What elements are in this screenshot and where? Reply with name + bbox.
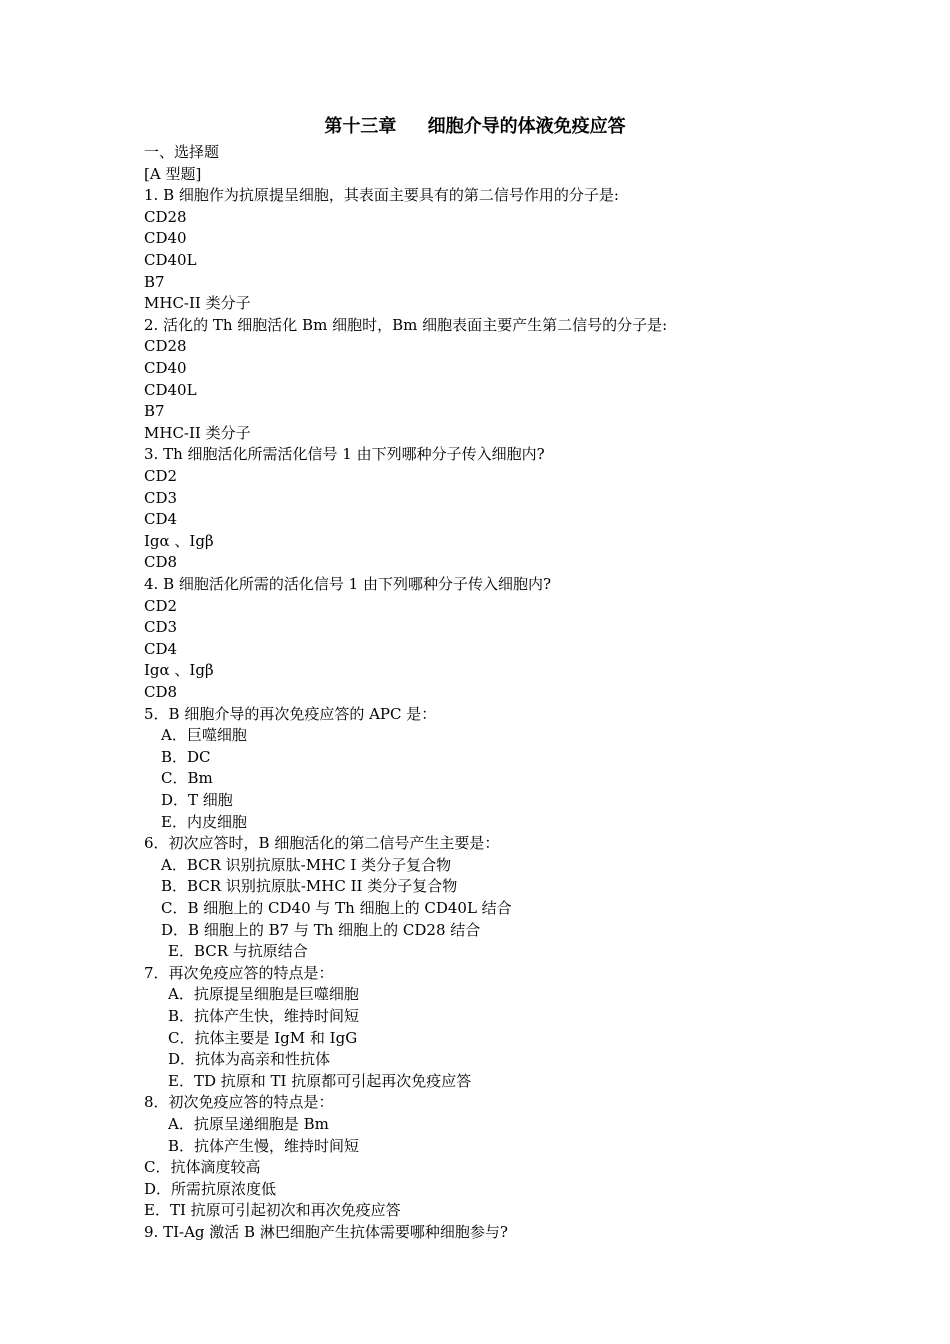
text-line: 1. B 细胞作为抗原提呈细胞，其表面主要具有的第二信号作用的分子是: (144, 186, 619, 205)
text-line: E．BCR 与抗原结合 (168, 942, 308, 961)
text-line: CD8 (144, 553, 178, 572)
text-line: D．抗体为高亲和性抗体 (168, 1050, 331, 1069)
text-line: CD28 (144, 207, 187, 226)
text-line: D．B 细胞上的 B7 与 Th 细胞上的 CD28 结合 (161, 920, 481, 939)
text-line: MHC-II 类分子 (144, 423, 251, 442)
text-line: 4. B 细胞活化所需的活化信号 1 由下列哪种分子传入细胞内? (144, 575, 551, 593)
text-line: E．TI 抗原可引起初次和再次免疫应答 (144, 1201, 401, 1220)
text-line: CD4 (144, 510, 178, 529)
text-line: D．所需抗原浓度低 (144, 1179, 277, 1198)
text-line: CD3 (144, 618, 178, 637)
text-line: 9. TI-Ag 激活 B 淋巴细胞产生抗体需要哪种细胞参与? (144, 1223, 508, 1241)
text-line: Igα 、Igβ (144, 531, 214, 550)
chapter-title: 第十三章 细胞介导的体液免疫应答 (324, 116, 626, 137)
text-line: CD3 (144, 488, 178, 507)
text-line: 3. Th 细胞活化所需活化信号 1 由下列哪种分子传入细胞内? (144, 445, 545, 464)
text-line: A．抗原提呈细胞是巨噬细胞 (168, 985, 359, 1004)
text-line: CD2 (144, 467, 178, 485)
text-line: CD2 (144, 596, 178, 615)
text-line: CD28 (144, 337, 187, 356)
text-line: B．DC (161, 747, 211, 766)
text-line: Igα 、Igβ (144, 661, 214, 680)
text-line: B7 (144, 272, 165, 291)
text-line: B．BCR 识别抗原肽-MHC II 类分子复合物 (161, 877, 458, 896)
text-line: 7．再次免疫应答的特点是： (144, 963, 334, 982)
text-line: 5．B 细胞介导的再次免疫应答的 APC 是： (144, 704, 437, 723)
text-line: A．抗原呈递细胞是 Bm (168, 1115, 329, 1133)
text-line: 6．初次应答时，B 细胞活化的第二信号产生主要是： (144, 834, 500, 853)
text-line: B7 (144, 402, 165, 421)
text-line: A．BCR 识别抗原肽-MHC I 类分子复合物 (161, 855, 452, 874)
text-line: 2. 活化的 Th 细胞活化 Bm 细胞时，Bm 细胞表面主要产生第二信号的分子是: (144, 315, 668, 334)
text-line: E．内皮细胞 (161, 812, 247, 831)
text-line: 一、选择题 (144, 143, 220, 161)
text-line: D．T 细胞 (161, 791, 233, 809)
text-line: CD40L (144, 251, 197, 269)
text-line: A．巨噬细胞 (161, 726, 247, 745)
text-line: E．TD 抗原和 TI 抗原都可引起再次免疫应答 (168, 1071, 472, 1090)
text-line: MHC-II 类分子 (144, 294, 251, 313)
text-line: C．Bm (161, 769, 213, 788)
text-line: CD40 (144, 229, 187, 248)
text-line: C．抗体滴度较高 (144, 1158, 261, 1177)
text-line: [A 型题] (144, 164, 202, 183)
text-line: CD4 (144, 639, 178, 658)
text-line: CD40 (144, 359, 187, 377)
text-line: C．抗体主要是 IgM 和 IgG (168, 1028, 358, 1047)
text-line: CD8 (144, 683, 178, 701)
text-line: B．抗体产生快，维持时间短 (168, 1007, 360, 1025)
text-line: CD40L (144, 380, 197, 399)
text-line: 8．初次免疫应答的特点是： (144, 1093, 334, 1112)
text-line: B．抗体产生慢，维持时间短 (168, 1136, 360, 1155)
text-line: C．B 细胞上的 CD40 与 Th 细胞上的 CD40L 结合 (161, 899, 512, 917)
